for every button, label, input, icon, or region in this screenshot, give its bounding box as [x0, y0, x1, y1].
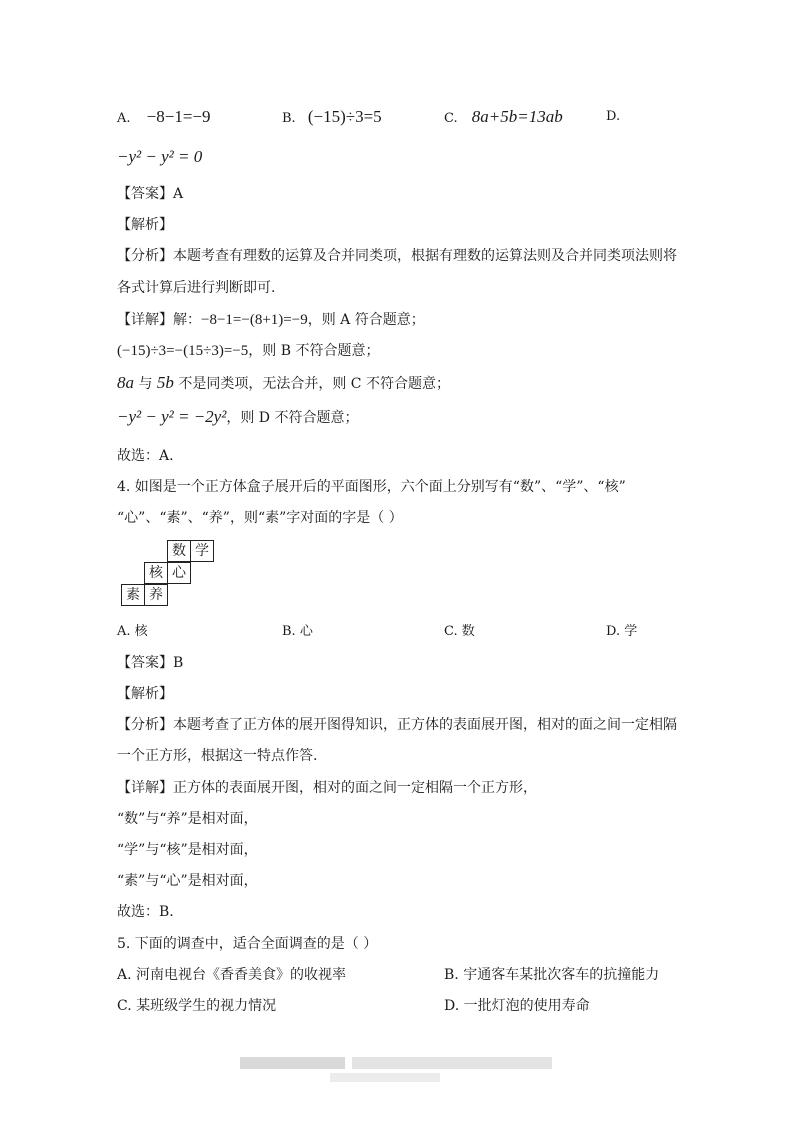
q3-conclusion: 故选：A.	[117, 448, 174, 464]
q3-detail-d-suffix: ，则 D 不符合题意；	[226, 410, 359, 426]
q3-option-b	[282, 107, 382, 129]
q4-fenxi-line-1: 【分析】本题考查了正方体的展开图得知识，正方体的表面展开图，相对的面之间一定相隔	[117, 717, 677, 733]
q3-option-c	[444, 107, 563, 129]
q4-option-c: C. 数	[444, 624, 475, 639]
q3-detail-a-prefix: 【详解】解：	[117, 312, 201, 328]
q4-option-a: A. 核	[117, 624, 148, 639]
q3-answer: 【答案】A	[117, 186, 184, 202]
q4-answer: 【答案】B	[117, 655, 184, 671]
q3-detail-a	[117, 310, 425, 330]
q3-detail-c-math-1: 8a	[117, 373, 134, 392]
q3-option-d-math: −y² − y² = 0	[117, 147, 203, 166]
q4-detail-line-3: “学”与“核”是相对面，	[117, 842, 258, 858]
q5-question: 5. 下面的调查中，适合全面调查的是（ ）	[117, 936, 378, 952]
q3-fenxi-line-2: 各式计算后进行判断即可.	[117, 280, 276, 296]
q3-detail-a-suffix: ，则 A 符合题意；	[307, 312, 425, 328]
q3-detail-c-math-2: 5b	[156, 373, 174, 392]
q4-question-line-2: “心”、“素”、“养”，则“素”字对面的字是（ ）	[117, 510, 403, 526]
net-cell-shu: 数	[167, 540, 191, 562]
q3-detail-b-math: (−15)÷3=−(15÷3)=−5	[117, 343, 249, 359]
q3-detail-a-math: −8−1=−(8+1)=−9	[201, 312, 308, 328]
q3-analysis-title: 【解析】	[117, 217, 173, 233]
q4-detail-line-2: “数”与“养”是相对面，	[117, 811, 258, 827]
q5-option-c: C. 某班级学生的视力情况	[117, 998, 277, 1014]
net-cell-xin: 心	[167, 562, 191, 584]
q4-fenxi-line-2: 一个正方形，根据这一特点作答.	[117, 748, 318, 764]
net-cell-yang: 养	[144, 584, 168, 606]
q3-option-a-label: A.	[117, 111, 131, 126]
q3-detail-c-mid: 与	[138, 376, 153, 392]
q4-conclusion: 故选：B.	[117, 904, 174, 920]
q3-detail-c	[117, 373, 450, 394]
q4-option-d: D. 学	[606, 624, 638, 639]
q5-option-a: A. 河南电视台《香香美食》的收视率	[117, 967, 347, 983]
q3-fenxi-line-1: 【分析】本题考查有理数的运算及合并同类项，根据有理数的运算法则及合并同类项法则将	[117, 248, 677, 264]
q3-detail-b-suffix: ，则 B 不符合题意；	[248, 343, 380, 359]
q4-analysis-title: 【解析】	[117, 686, 173, 702]
q3-option-b-label: B.	[282, 111, 296, 126]
q4-option-b: B. 心	[282, 624, 313, 639]
cube-net-figure	[118, 540, 218, 610]
net-cell-su: 素	[121, 584, 145, 606]
q3-detail-d	[117, 407, 358, 428]
q4-detail-line-1: 【详解】正方体的表面展开图，相对的面之间一定相隔一个正方形，	[117, 780, 537, 796]
q3-detail-d-math: −y² − y² = −2y²	[117, 407, 227, 426]
q5-option-b: B. 宇通客车某批次客车的抗撞能力	[444, 967, 660, 983]
q3-detail-b	[117, 341, 379, 361]
q3-option-c-label: C.	[444, 111, 458, 126]
q3-option-d-label: D.	[606, 109, 621, 124]
q4-question-line-1: 4. 如图是一个正方体盒子展开后的平面图形，六个面上分别写有“数”、“学”、“核”	[117, 479, 626, 495]
q3-option-b-math: (−15)÷3=5	[307, 107, 382, 126]
q5-option-d: D. 一批灯泡的使用寿命	[444, 998, 590, 1014]
net-cell-xue: 学	[190, 540, 214, 562]
q3-detail-c-suffix: 不是同类项，无法合并，则 C 不符合题意；	[178, 376, 450, 392]
q3-option-a	[117, 107, 211, 129]
q3-option-c-math: 8a+5b=13ab	[471, 107, 563, 126]
net-cell-he: 核	[144, 562, 168, 584]
q4-detail-line-4: “素”与“心”是相对面，	[117, 873, 258, 889]
q3-option-a-math: −8−1=−9	[146, 107, 211, 126]
